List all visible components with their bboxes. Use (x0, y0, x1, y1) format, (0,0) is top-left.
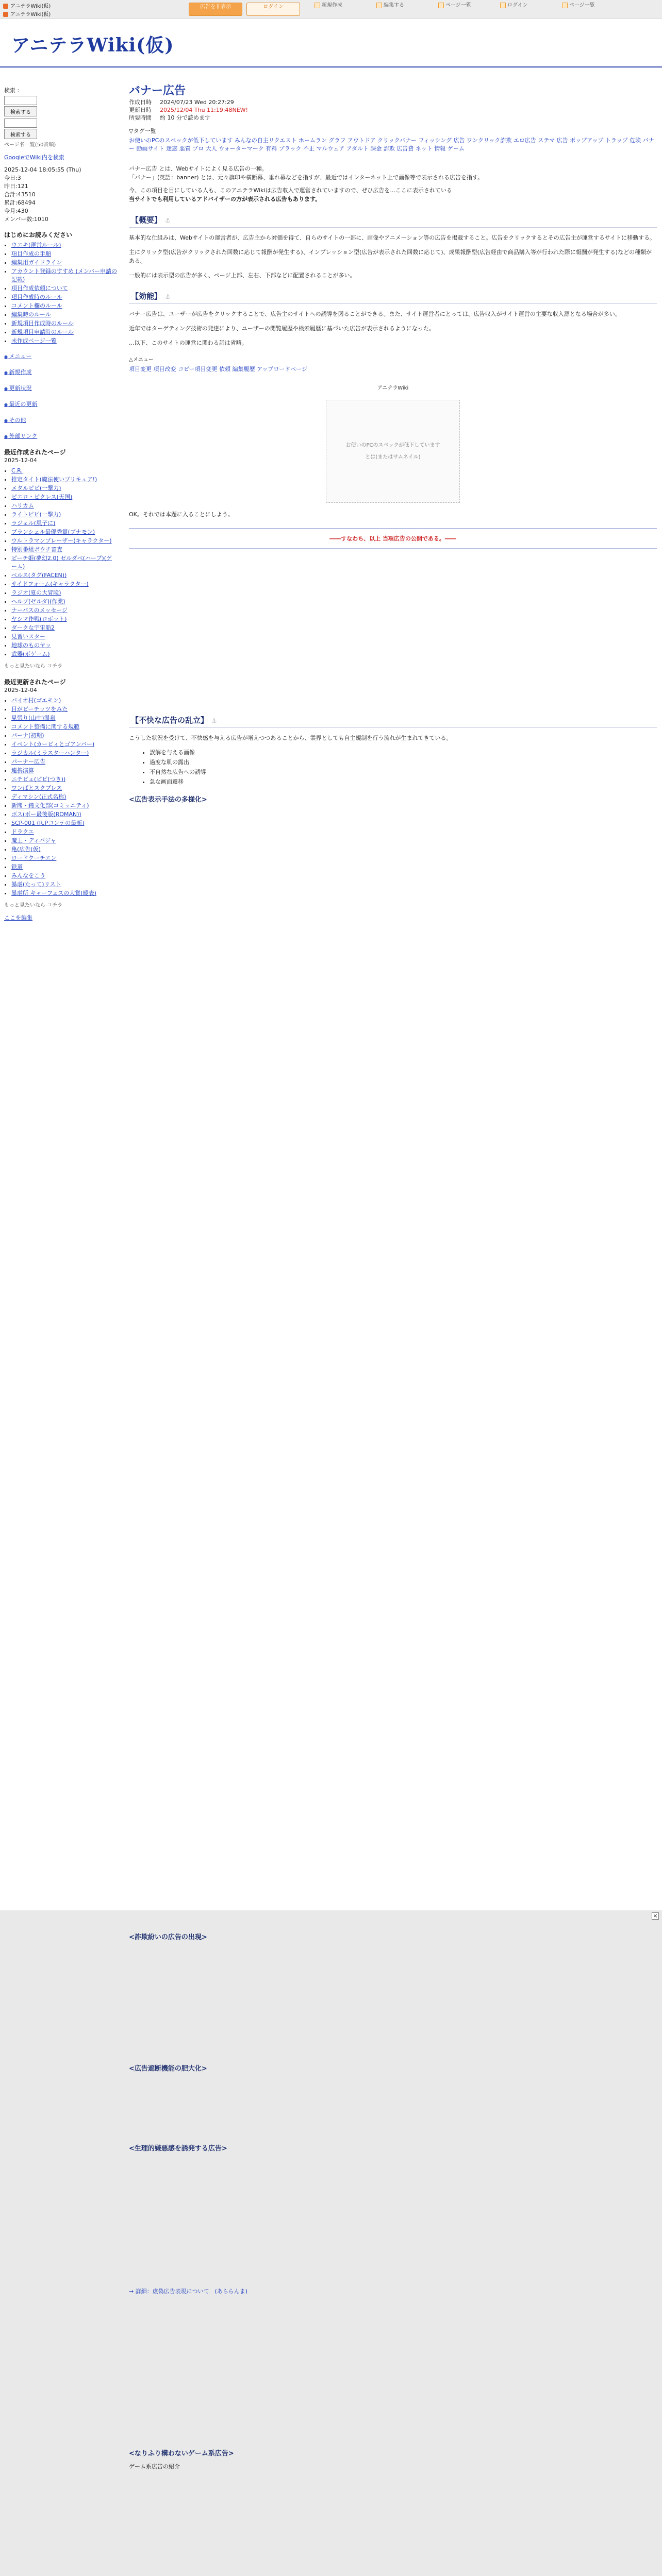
help-item[interactable]: 未作成ページ一覧 (11, 337, 57, 344)
meta-updated-key: 更新日時 (129, 107, 152, 113)
updated-item[interactable]: 亀(広告(仮) (11, 846, 41, 853)
recent-item[interactable]: ピエロ・ピクレス(天国) (11, 494, 73, 500)
recent-item[interactable]: ラジェル(風子に) (11, 520, 56, 527)
transition-text: OK。それでは本題に入ることにしよう。 (129, 511, 234, 518)
login-icon (500, 3, 506, 8)
anchor-icon[interactable]: ⚓ (165, 217, 171, 224)
anchor-icon[interactable]: ⚓ (165, 293, 171, 300)
updated-item[interactable]: 見張り(山中)温泉 (11, 715, 56, 721)
paragraph: こうした状況を受けて、不快感を与える広告が増えつつあることから、業界としても自主規制を行う流れが生まれてきている。 (129, 735, 452, 741)
toolbar-more[interactable] (562, 2, 614, 16)
updated-item[interactable]: 連携演算 (11, 767, 34, 774)
page-title: バナー広告 (129, 84, 186, 97)
counter-block (4, 166, 118, 224)
updated-item[interactable]: ボス(ボー最後版(ROMAN)) (11, 811, 81, 818)
anchor-icon[interactable]: ⚓ (211, 717, 217, 724)
google-search-link[interactable]: GoogleでWiki内を検索 (4, 154, 64, 161)
recent-item[interactable]: 特別番組ボウチ審査 (11, 546, 62, 553)
section-overview (129, 214, 657, 280)
search-input-2[interactable] (4, 118, 37, 128)
related-menu-links[interactable]: 項目変更 項目改変 コピー項目変更 依頼 編集履歴 アップロードページ (129, 366, 308, 372)
site-favicon-icon (3, 4, 8, 9)
recent-item[interactable]: ピーチ姫(夢幻2.0) ゼルダベ(ハープ)(ゲーム) (11, 555, 112, 570)
updated-item[interactable]: ラジカル(ミラスターハンター) (11, 750, 89, 756)
list-item: • 不自然な広告への誘導 (150, 768, 657, 776)
recent-item[interactable]: ラジオ(夏の大冒険) (11, 589, 61, 596)
paragraph: 主にクリック型(広告がクリックされた回数に応じて報酬が発生する)、インプレッション型(広告が表示された回数に応じて)、成果報酬型(広告経由で商品購入等が行われた際に報酬が発生する)などの種類がある。 (129, 249, 652, 264)
top-toolbar (0, 0, 662, 19)
recent-item[interactable]: 武器(ボゲーム) (11, 651, 50, 657)
help-item[interactable]: 新規項目申請時のルール (11, 329, 74, 335)
nav-menu[interactable]: ● メニュー (4, 352, 118, 361)
nav-recent[interactable]: ● 最近の更新 (4, 400, 118, 409)
section-effect (129, 290, 657, 374)
search-input[interactable] (4, 96, 37, 105)
recent-item[interactable]: ヤシマ作戦(ロボット) (11, 616, 67, 622)
close-icon[interactable]: × (652, 1912, 659, 1920)
help-list (4, 241, 118, 345)
recent-item[interactable]: 推定タイト(魔法使いプリキュア!) (11, 476, 97, 483)
intro-bold: 当サイトでも利用しているアドバイザーの方が表示される広告もあります。 (129, 196, 321, 202)
edit-sidebar-link[interactable]: ここを編集 (4, 914, 32, 921)
recent-created-list (4, 467, 118, 658)
subsection-heading: <なりふり構わないゲーム系広告> (129, 2450, 234, 2458)
nav-external[interactable]: ● 外部リンク (4, 432, 118, 441)
meta-created-key: 作成日時 (129, 99, 152, 106)
toolbar-label: ログイン (507, 3, 528, 8)
updated-item[interactable]: イベント(カービィとゴアンバー) (11, 741, 95, 748)
toolbar-label: ページ一覧 (569, 3, 595, 8)
updated-item[interactable]: 鉄道 (11, 863, 23, 870)
login-button[interactable]: ログイン (246, 3, 300, 16)
updated-item[interactable]: 魔王・ディバジャ (11, 837, 56, 844)
list-item: • 急な画面遷移 (150, 777, 657, 786)
help-item[interactable]: 項目作成依頼について (11, 285, 68, 292)
counter-total: 合計:43510 (4, 191, 36, 198)
site-title-link-2[interactable] (3, 10, 158, 16)
spacer (129, 1942, 657, 2055)
updated-more-link[interactable]: もっと見たいなら コチラ (4, 903, 63, 908)
toolbar-label: 編集する (384, 3, 404, 8)
help-item[interactable]: 項目作成の手順 (11, 250, 51, 257)
edit-icon (376, 3, 382, 8)
nav-updates[interactable]: ● 更新状況 (4, 384, 118, 393)
site-title-text: アニテラWiki(仮) (10, 4, 51, 9)
paragraph: バナー広告は、ユーザーが広告をクリックすることで、広告主のサイトへの誘導を図ることができる。また、サイト運営者にとっては、広告収入がサイト運営の主要な収入源となる場合が多い。 (129, 311, 621, 317)
section-heading-text: 【効能】 (131, 292, 162, 301)
meta-time-value: 約 10 分で読めます (160, 114, 210, 121)
recent-updated-list (4, 697, 118, 897)
new-page-icon (315, 3, 320, 8)
recent-item[interactable]: 見習いスター (11, 633, 45, 640)
site-favicon-icon (3, 12, 8, 17)
meta-time-key: 所要時間 (129, 114, 152, 121)
nav-new[interactable]: ● 新規作成 (4, 368, 118, 377)
intro-line: バナー広告 とは、Webサイトによく見る広告の一種。 (129, 165, 268, 172)
toolbar-edit[interactable] (376, 2, 428, 16)
site-title-link[interactable] (3, 2, 158, 8)
overlay-content (129, 1912, 657, 2471)
updated-item[interactable]: ロードクーチエン (11, 855, 57, 861)
paragraph: 基本的な仕組みは、Webサイトの運営者が、広告主から対価を得て、自らのサイトの一部に、画像やアニメーション等の広告を掲載すること。広告をクリックするとその広告主が運営するサイトに移動する。 (129, 234, 656, 241)
section-unpleasant-ads (129, 714, 657, 804)
spacer (129, 2296, 657, 2440)
search-label: 検索 : (4, 87, 20, 94)
updated-item[interactable]: SCP-001 (R.Pコンテの最新) (11, 820, 85, 826)
counter-today: 今日:3 (4, 175, 21, 181)
help-item[interactable]: 編集時のルール (11, 311, 51, 318)
updated-item[interactable]: 新聞・鐘文化部(コミュニティ) (11, 802, 89, 809)
subsection-heading: <広告表示手法の多様化> (129, 796, 207, 804)
recent-item[interactable]: ヘルプ(ゼルダ)(作業) (11, 598, 65, 605)
sample-ad-image[interactable] (326, 400, 460, 503)
main-content (129, 84, 657, 804)
hide-ads-button[interactable]: 広告を非表示 (189, 3, 242, 16)
updated-item[interactable]: ディマシン(正式名称) (11, 793, 67, 800)
updated-item[interactable]: ドラクエ (11, 828, 34, 835)
counter-cumulative: 累計:68494 (4, 199, 36, 206)
paragraph: ゲーム系広告の紹介 (129, 2463, 180, 2470)
counter-month: 今月:430 (4, 208, 28, 214)
help-item[interactable]: アカウント登録のすすめ (メンバー申請の記載) (11, 268, 118, 283)
recent-item[interactable]: メタルピピ(一撃力) (11, 485, 61, 492)
list-item: • 過度な肌の露出 (150, 758, 657, 767)
page-meta (129, 98, 657, 122)
recent-created-heading: 最近作成されたページ (4, 449, 66, 456)
search-note[interactable]: ページ名一覧(50音順) (4, 142, 56, 148)
section-heading (129, 290, 657, 304)
sample-banner-area (129, 384, 657, 503)
updated-item[interactable]: ワンばとスクプレス (11, 785, 62, 791)
toolbar-label: 新規作成 (322, 3, 342, 8)
subsection-heading: <生理的嫌悪感を誘発する広告> (129, 2145, 227, 2153)
recent-item[interactable]: ナーバスのメッセージ (11, 607, 68, 614)
recent-item[interactable]: ペルス(タグ(FACEN)) (11, 572, 67, 579)
paragraph: 近年ではターゲティング技術の発達により、ユーザーの閲覧履歴や検索履歴に基づいた広告が表示されるようになった。 (129, 325, 435, 332)
recent-item[interactable]: ハリカム (11, 502, 34, 509)
recent-updated-heading: 最近更新されたページ (4, 679, 66, 686)
help-item[interactable]: 項目作成時のルール (11, 294, 62, 300)
help-heading: はじめにお読みください (4, 231, 73, 239)
recent-item[interactable]: ダークな宇宙船2 (11, 624, 55, 631)
updated-item[interactable]: ニチビュ(ピピ(つき)) (11, 776, 66, 783)
left-sidebar (4, 87, 118, 922)
toolbar-login[interactable] (500, 2, 552, 16)
recent-created-date: 2025-12-04 (4, 457, 37, 464)
section-heading (129, 214, 657, 228)
spacer (129, 2073, 657, 2135)
help-item[interactable]: ウエキ(運営ルール) (11, 242, 61, 248)
intro-line: 今、この項目を目にしている人も、このアニテラWikiは広告収入で運営されていますので、ぜひ広告を...ここに表示されている (129, 187, 452, 194)
section-heading (129, 714, 657, 728)
toolbar-new-page[interactable] (315, 2, 366, 16)
section-heading-text: 【不快な広告の乱立】 (131, 716, 209, 725)
toolbar-label: ページ一覧 (445, 3, 471, 8)
toolbar-page-list[interactable] (438, 2, 490, 16)
updated-item[interactable]: パーナー広告 (11, 758, 45, 765)
subsection-heading: <広告遮断機能の肥大化> (129, 2065, 207, 2073)
recent-item[interactable]: ウルトラマンブレーザー(キャラクター) (11, 537, 112, 544)
list-icon (438, 3, 444, 8)
updated-item[interactable]: バイオ村(ゴエモン) (11, 697, 61, 704)
recent-item[interactable]: サイドフォーム(キャラクター) (11, 581, 89, 587)
recent-item[interactable]: C.R. (11, 467, 23, 474)
recent-more-link[interactable]: もっと見たいなら コチラ (4, 664, 63, 669)
help-item[interactable]: コメント欄のルール (11, 302, 62, 309)
help-item[interactable]: 編集用ガイドライン (11, 259, 62, 266)
paragraph: ...以下、このサイトの運営に関わる話は省略。 (129, 340, 247, 346)
list-item: • 誤解を与える画像 (150, 748, 657, 757)
meta-created-value: 2024/07/23 Wed 20:27:29 (160, 99, 234, 106)
recent-item[interactable]: ブランシェル最優秀賞(ブナモン) (11, 529, 95, 535)
related-menu-label: △メニュー (129, 357, 154, 363)
bullet-list (129, 748, 657, 786)
help-item[interactable]: 新規項目作成時のルール (11, 320, 74, 327)
counter-members: メンバー数:1010 (4, 216, 48, 223)
site-logo[interactable]: アニテラWiki(仮) (11, 35, 174, 56)
section-heading-text: 【概要】 (131, 215, 162, 225)
updated-item[interactable]: 暴虐(たって)リスト (11, 881, 61, 888)
spacer (129, 2153, 657, 2287)
recent-item[interactable]: ライトピピ(一撃力) (11, 511, 61, 518)
subsection-heading: <詐欺紛いの広告の出現> (129, 1934, 207, 1941)
recent-updated-date: 2025-12-04 (4, 687, 37, 693)
search-button-2[interactable]: 検索する (4, 129, 37, 139)
site-title-text: アニテラWiki(仮) (10, 12, 51, 18)
sample-caption: アニテラWiki (377, 385, 409, 391)
counter-yesterday: 昨日:121 (4, 183, 28, 190)
spacer (129, 549, 657, 704)
sample-ad-text: お使いのPCのスペックが低下しています (345, 443, 440, 448)
see-also-link[interactable]: → 詳細：虚偽広告表現について (あららんま) (129, 2288, 248, 2295)
counter-date: 2025-12-04 18:05:55 (Thu) (4, 166, 81, 173)
notice-box: ――すなわち、以上 当項広告の公開である。―― (129, 528, 657, 549)
updated-item[interactable]: 目がピーチッツをみた (11, 706, 68, 713)
updated-item[interactable]: パーナ(初期) (11, 732, 44, 739)
more-icon (562, 3, 568, 8)
updated-item[interactable]: コメント整備に関する規範 (11, 723, 79, 730)
nav-other[interactable]: ● その他 (4, 416, 118, 425)
tag-list[interactable]: お使いのPCのスペックが低下しています みんなの自主リクエスト ホームラン グラフ アウトドア クリックバナー フィッシング 広告 ワンクリック詐欺 エロ広告 ステマ 広告 ポップアップ トラップ 危険 バナー 動画サイト 迷惑 悪質 プロ 大人 ウォーターマーク 有料 ブラック 不正 マルウェア アダルト 課金 詐欺 広告費 ネット 情報 ゲーム (129, 137, 654, 152)
sample-ad-subtext: とは(またはサムネイル) (365, 454, 421, 460)
tag-list-label[interactable]: ▽タグ一覧 (129, 128, 156, 134)
search-button[interactable]: 検索する (4, 106, 37, 116)
meta-updated-value: 2025/12/04 Thu 11:19:48NEW! (160, 107, 248, 113)
updated-item[interactable]: みんなをこう (11, 872, 45, 879)
recent-item[interactable]: 地球のものヤッ (11, 642, 51, 649)
intro-block (129, 164, 657, 204)
updated-item[interactable]: 暴虐所 キャーフェスの大賞(暖表) (11, 890, 96, 896)
intro-line: 「バナー」(英語：banner) とは、元々旗印や横断幕、垂れ幕などを指すが、最近ではインターネット上で画像等で表示される広告を指す。 (129, 174, 484, 181)
paragraph: 一般的には表示型の広告が多く、ページ上部、左右、下部などに配置されることが多い。 (129, 272, 356, 279)
